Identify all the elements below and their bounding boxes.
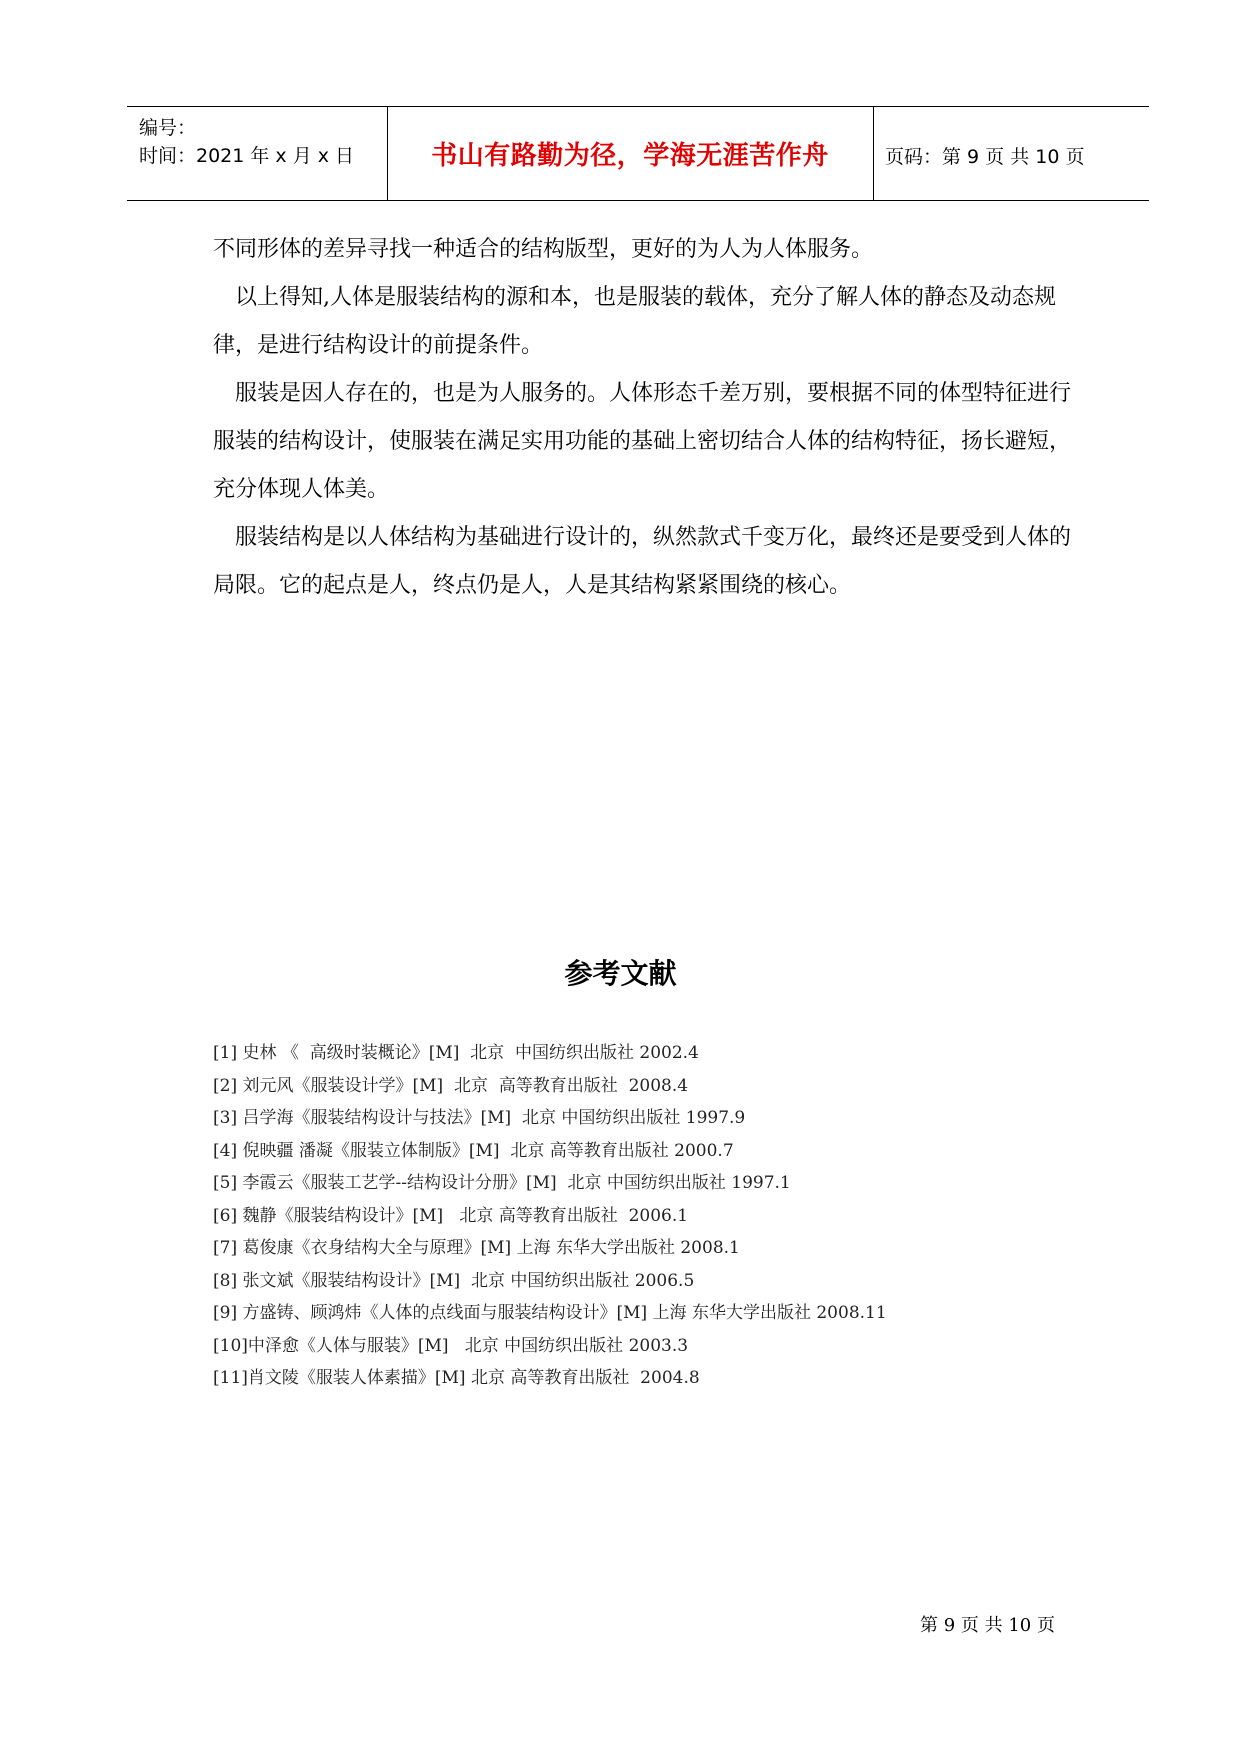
references-title: 参考文献 — [564, 957, 677, 990]
document-number-label: 编号： — [139, 117, 197, 139]
body-paragraph: 不同形体的差异寻找一种适合的结构版型，更好的为人为人体服务。 — [213, 237, 874, 262]
reference-item: [1] 史林 《 高级时装概论》[M] 北京 中国纺织出版社 2002.4 — [213, 1043, 699, 1063]
page-header — [127, 106, 1149, 201]
document-time-label: 时间：2021 年 x 月 x 日 — [139, 145, 355, 167]
header-meta-cell — [127, 107, 388, 200]
reference-item: [10]中泽愈《人体与服装》[M] 北京 中国纺织出版社 2003.3 — [213, 1335, 689, 1356]
header-motto: 书山有路勤为径，学海无涯苦作舟 — [431, 141, 829, 171]
reference-item: [4] 倪映疆 潘凝《服装立体制版》[M] 北京 高等教育出版社 2000.7 — [213, 1140, 734, 1161]
page-footer: 第 9 页 共 10 页 — [920, 1615, 1055, 1636]
body-paragraph: 服装结构是以人体结构为基础进行设计的，纵然款式千变万化，最终还是要受到人体的局限。它的起点是人，终点仍是人，人是其结构紧紧围绕的核心。 — [213, 525, 1072, 598]
reference-item: [9] 方盛铸、顾鸿炜《人体的点线面与服装结构设计》[M] 上海 东华大学出版社 2008.11 — [213, 1303, 887, 1323]
reference-item: [6] 魏静《服装结构设计》[M] 北京 高等教育出版社 2006.1 — [213, 1205, 689, 1226]
body-text — [213, 226, 1073, 610]
reference-item: [2] 刘元风《服装设计学》[M] 北京 高等教育出版社 2008.4 — [213, 1075, 689, 1096]
body-paragraph: 服装是因人存在的，也是为人服务的。人体形态千差万别，要根据不同的体型特征进行服装的结构设计，使服装在满足实用功能的基础上密切结合人体的结构特征，扬长避短，充分体现人体美。 — [213, 381, 1072, 502]
header-page-cell — [873, 107, 1149, 200]
body-paragraph: 以上得知,人体是服装结构的源和本，也是服装的载体，充分了解人体的静态及动态规律，是进行结构设计的前提条件。 — [213, 285, 1056, 358]
header-page-number: 页码：第 9 页 共 10 页 — [885, 146, 1085, 168]
reference-item: [8] 张文斌《服装结构设计》[M] 北京 中国纺织出版社 2006.5 — [213, 1270, 695, 1291]
reference-item: [3] 吕学海《服装结构设计与技法》[M] 北京 中国纺织出版社 1997.9 — [213, 1108, 746, 1128]
references-list — [213, 1037, 1073, 1395]
reference-item: [11]肖文陵《服装人体素描》[M] 北京 高等教育出版社 2004.8 — [213, 1368, 700, 1388]
header-motto-cell — [387, 107, 874, 200]
reference-item: [7] 葛俊康《衣身结构大全与原理》[M] 上海 东华大学出版社 2008.1 — [213, 1238, 740, 1258]
reference-item: [5] 李霞云《服装工艺学--结构设计分册》[M] 北京 中国纺织出版社 1997.1 — [213, 1173, 791, 1193]
